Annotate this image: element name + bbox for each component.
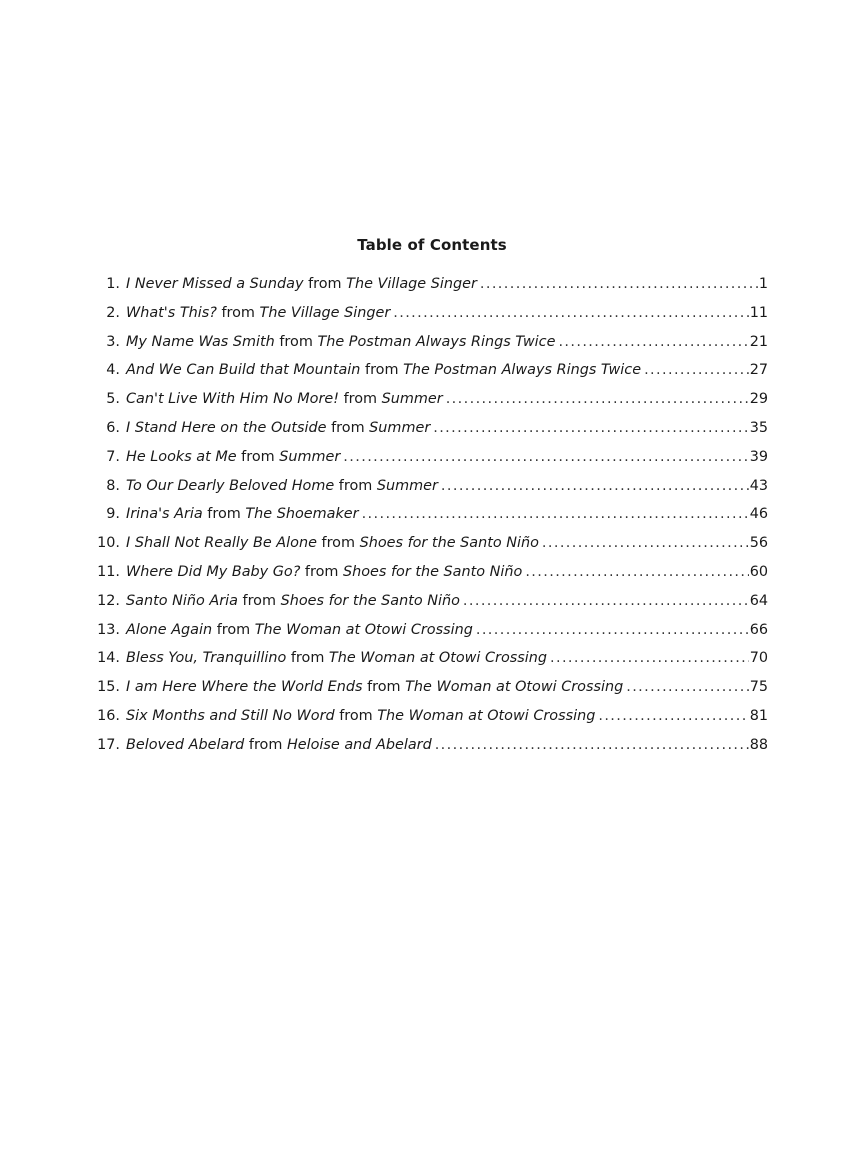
toc-entry-text: [126, 273, 477, 295]
toc-entry-number: 15.: [97, 679, 120, 696]
toc-show-title: Heloise and Abelard: [286, 736, 432, 753]
toc-dot-leader: [558, 331, 748, 353]
toc-entry-text: [126, 561, 522, 583]
toc-show-title: Summer: [279, 448, 341, 465]
toc-entry-number: 11.: [97, 563, 120, 580]
toc-show-title: Summer: [381, 391, 443, 408]
toc-entry: [96, 619, 768, 648]
toc-entry: [96, 676, 768, 705]
toc-song-title: Bless You, Tranquillino: [126, 650, 287, 667]
toc-entry: [96, 273, 768, 302]
toc-page-number: 27: [749, 362, 768, 379]
toc-entry-text: [126, 734, 432, 756]
toc-page-number: 29: [749, 391, 768, 408]
toc-show-title: The Woman at Otowi Crossing: [377, 707, 596, 724]
toc-page-number: 43: [749, 477, 768, 494]
toc-entry-number: 1.: [106, 276, 120, 292]
toc-show-title: The Postman Always Rings Twice: [317, 333, 556, 350]
toc-page-number: 64: [749, 592, 768, 609]
toc-song-title: I Shall Not Really Be Alone: [126, 535, 317, 552]
toc-page-number: 70: [749, 650, 768, 667]
toc-entry-number: 14.: [97, 650, 120, 667]
toc-song-title: My Name Was Smith: [126, 333, 275, 350]
toc-entry-text: [126, 417, 430, 439]
toc-separator: from: [339, 391, 382, 408]
toc-entry: [96, 734, 768, 763]
toc-separator: from: [244, 736, 287, 753]
toc-dot-leader: [463, 590, 749, 612]
toc-separator: from: [303, 276, 347, 292]
toc-separator: from: [202, 506, 246, 523]
toc-song-title: I Stand Here on the Outside: [126, 419, 327, 436]
toc-entry-text: [126, 590, 460, 612]
toc-song-title: What's This?: [126, 304, 217, 321]
toc-show-title: Shoes for the Santo Niño: [280, 592, 460, 609]
toc-show-title: The Village Singer: [259, 304, 391, 321]
toc-entry-number: 6.: [106, 419, 120, 436]
toc-entry: [96, 475, 768, 504]
toc-show-title: The Shoemaker: [245, 506, 359, 523]
toc-list: [96, 273, 768, 763]
toc-dot-leader: [480, 273, 758, 295]
toc-song-title: Can't Live With Him No More!: [126, 391, 339, 408]
toc-separator: from: [274, 333, 318, 350]
toc-entry-number: 17.: [97, 736, 120, 753]
toc-entry: [96, 446, 768, 475]
toc-separator: from: [212, 621, 255, 638]
toc-dot-leader: [362, 503, 749, 525]
toc-dot-leader: [626, 676, 748, 698]
toc-song-title: Alone Again: [126, 621, 213, 638]
toc-song-title: He Looks at Me: [126, 448, 237, 465]
toc-show-title: The Village Singer: [346, 276, 477, 292]
toc-entry-text: [126, 388, 443, 410]
toc-entry-number: 2.: [106, 304, 120, 321]
toc-entry-text: [126, 302, 390, 324]
toc-dot-leader: [446, 388, 749, 410]
toc-entry: [96, 503, 768, 532]
toc-separator: from: [334, 477, 377, 494]
toc-separator: from: [360, 362, 404, 379]
toc-entry: [96, 388, 768, 417]
toc-separator: from: [300, 563, 343, 580]
toc-page-number: 75: [749, 679, 768, 696]
toc-song-title: Where Did My Baby Go?: [126, 563, 301, 580]
toc-entry-text: [126, 619, 473, 641]
toc-entry-text: [126, 359, 641, 381]
toc-song-title: To Our Dearly Beloved Home: [126, 477, 335, 494]
toc-entry-number: 9.: [106, 506, 120, 523]
toc-show-title: Summer: [376, 477, 438, 494]
toc-entry-number: 3.: [106, 333, 120, 350]
toc-entry-text: [126, 647, 547, 669]
toc-show-title: The Woman at Otowi Crossing: [405, 679, 624, 696]
toc-entry-number: 13.: [97, 621, 120, 638]
toc-dot-leader: [644, 359, 749, 381]
toc-entry-number: 10.: [97, 535, 120, 552]
toc-entry: [96, 647, 768, 676]
toc-separator: from: [326, 419, 370, 436]
toc-page-number: 81: [749, 707, 768, 724]
toc-entry: [96, 417, 768, 446]
toc-show-title: Summer: [369, 419, 431, 436]
toc-entry-text: [126, 331, 555, 353]
toc-dot-leader: [343, 446, 748, 468]
toc-entry: [96, 532, 768, 561]
toc-dot-leader: [433, 417, 748, 439]
toc-separator: from: [237, 592, 281, 609]
toc-page-number: 21: [749, 333, 768, 350]
toc-page-number: 35: [749, 419, 768, 436]
toc-entry-number: 12.: [97, 592, 120, 609]
toc-page-number: 88: [749, 736, 768, 753]
toc-separator: from: [286, 650, 329, 667]
toc-entry-number: 16.: [97, 707, 120, 724]
toc-page-number: 11: [749, 304, 768, 321]
toc-entry-text: [126, 446, 340, 468]
toc-title: Table of Contents: [357, 236, 507, 254]
toc-song-title: Beloved Abelard: [126, 736, 245, 753]
toc-separator: from: [316, 535, 360, 552]
toc-page-number: 60: [749, 563, 768, 580]
toc-page-number: 66: [749, 621, 768, 638]
toc-song-title: And We Can Build that Mountain: [126, 362, 361, 379]
toc-dot-leader: [598, 705, 748, 727]
toc-entry-number: 7.: [106, 448, 120, 465]
toc-entry: [96, 705, 768, 734]
toc-song-title: I am Here Where the World Ends: [126, 679, 363, 696]
toc-page-number: 39: [749, 448, 768, 465]
toc-song-title: Six Months and Still No Word: [126, 707, 335, 724]
toc-entry-text: [126, 705, 595, 727]
toc-show-title: Shoes for the Santo Niño: [359, 535, 539, 552]
toc-entry: [96, 302, 768, 331]
toc-dot-leader: [476, 619, 749, 641]
toc-entry: [96, 359, 768, 388]
toc-dot-leader: [525, 561, 748, 583]
toc-dot-leader: [441, 475, 749, 497]
toc-song-title: I Never Missed a Sunday: [126, 276, 304, 292]
toc-separator: from: [362, 679, 406, 696]
toc-entry: [96, 590, 768, 619]
toc-dot-leader: [550, 647, 749, 669]
toc-entry-text: [126, 503, 359, 525]
toc-song-title: Santo Niño Aria: [126, 592, 238, 609]
toc-entry-number: 4.: [106, 362, 120, 379]
toc-page-number: 46: [749, 506, 768, 523]
toc-page-number: 1: [758, 276, 768, 292]
toc-entry-text: [126, 532, 539, 554]
toc-separator: from: [236, 448, 280, 465]
toc-dot-leader: [542, 532, 749, 554]
toc-separator: from: [334, 707, 378, 724]
toc-show-title: The Postman Always Rings Twice: [403, 362, 642, 379]
toc-page-number: 56: [749, 535, 768, 552]
toc-entry-text: [126, 475, 438, 497]
toc-show-title: The Woman at Otowi Crossing: [254, 621, 473, 638]
toc-entry: [96, 561, 768, 590]
toc-dot-leader: [435, 734, 749, 756]
toc-separator: from: [216, 304, 260, 321]
toc-entry-text: [126, 676, 623, 698]
toc-show-title: Shoes for the Santo Niño: [343, 563, 523, 580]
toc-dot-leader: [393, 302, 748, 324]
toc-entry-number: 5.: [106, 391, 120, 408]
toc-show-title: The Woman at Otowi Crossing: [328, 650, 547, 667]
toc-song-title: Irina's Aria: [126, 506, 203, 523]
toc-entry-number: 8.: [106, 477, 120, 494]
toc-entry: [96, 331, 768, 360]
